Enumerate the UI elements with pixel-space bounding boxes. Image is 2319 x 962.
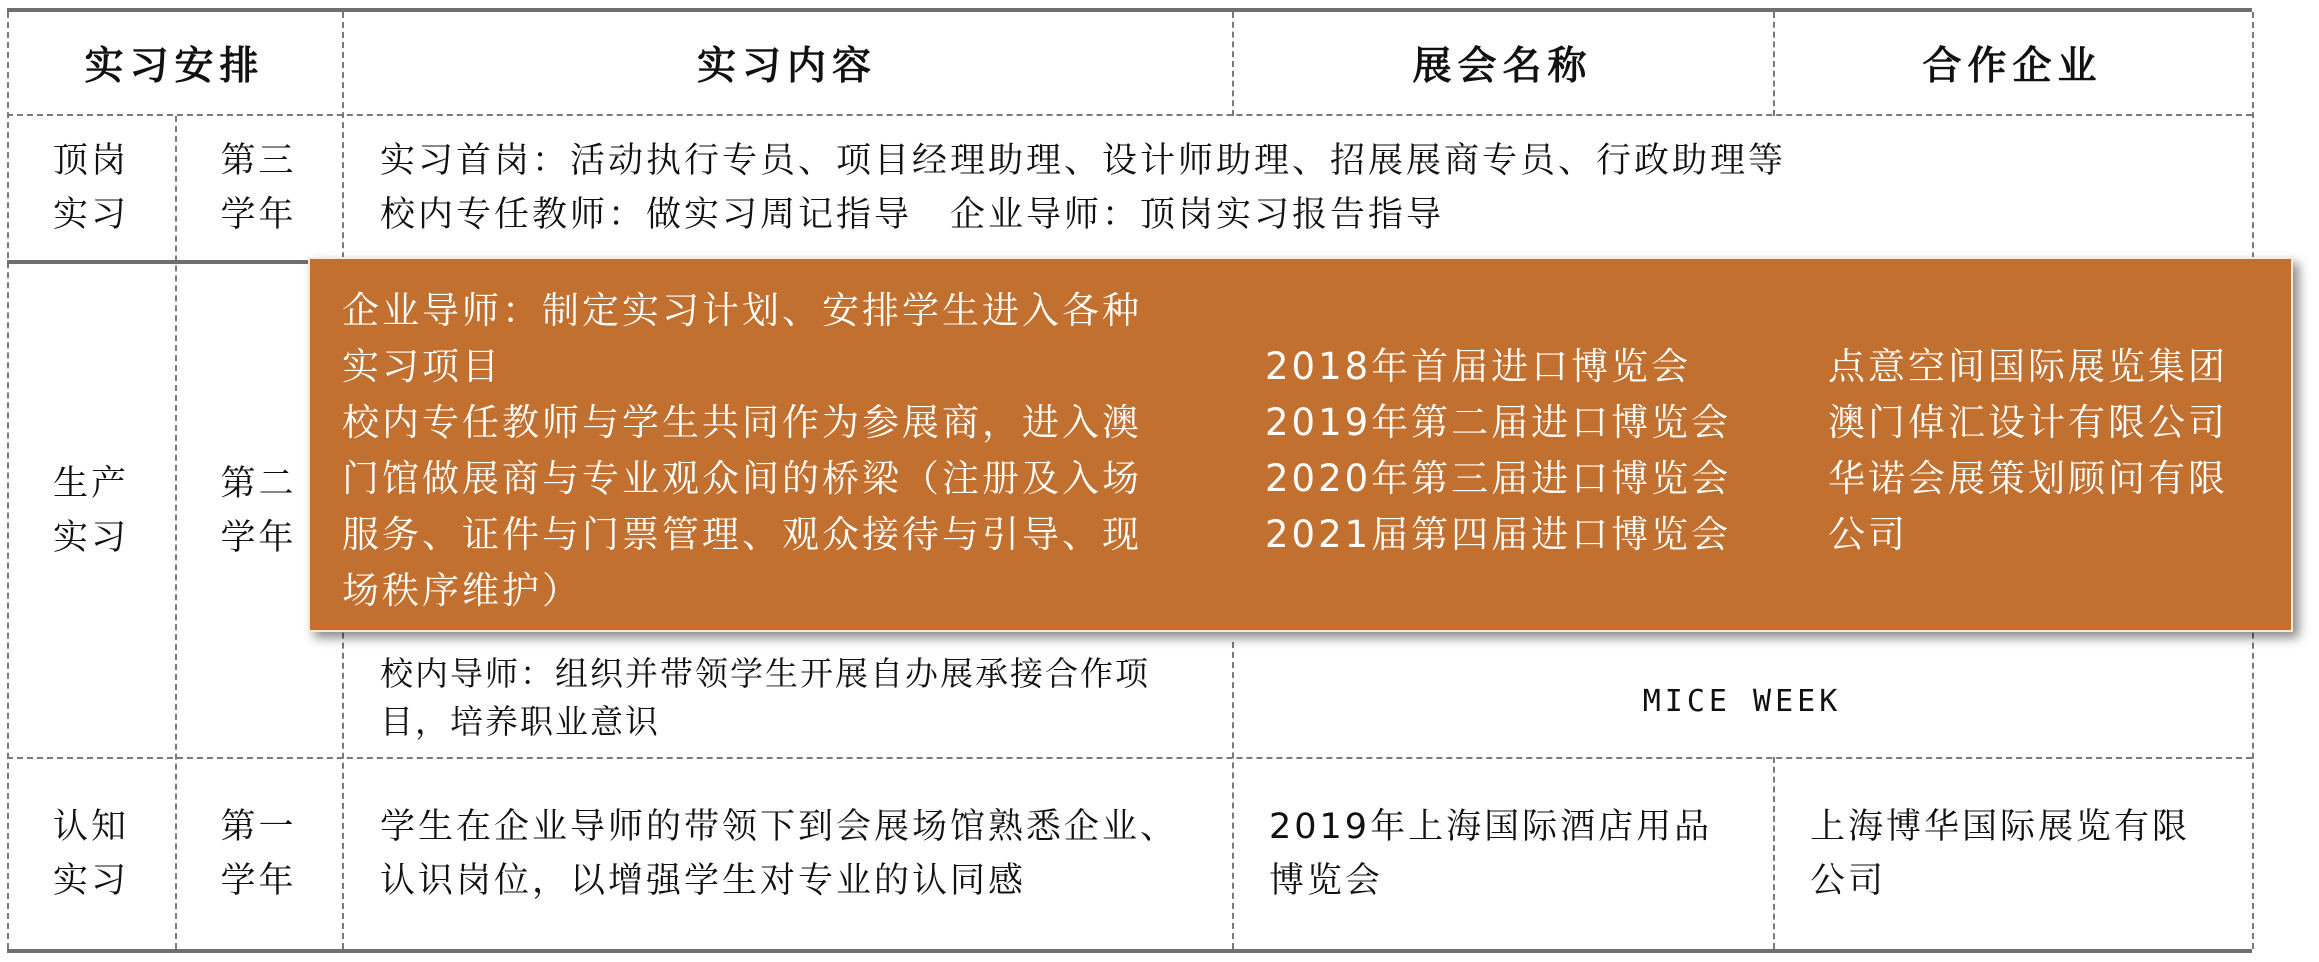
row-year-top-post: 第三 学年 <box>220 141 297 235</box>
row-partner-cognition: 上海博华国际展览有限 公司 <box>1810 807 2191 901</box>
row-content-production: 校内导师：组织并带领学生开展自办展承接合作项 目，培养职业意识 <box>380 654 1150 741</box>
row-type-production: 生产 实习 <box>52 463 129 558</box>
header-exhibition: 展会名称 <box>1412 44 1593 89</box>
header-arrangement: 实习安排 <box>84 44 265 89</box>
overlay-exhibitions: 2018年首届进口博览会 2019年第二届进口博览会 2020年第三届进口博览会 2021届第四届进口博览会 <box>1265 345 1732 556</box>
row-year-production: 第二 学年 <box>220 463 297 558</box>
highlight-overlay <box>308 257 2293 632</box>
overlay-content: 企业导师：制定实习计划、安排学生进入各种 实习项目 校内专任教师与学生共同作为参展商，进入澳 门馆做展商与专业观众间的桥梁（注册及入场 服务、证件与门票管理、观众接待与引导、现 场秩序维护） <box>342 289 1142 612</box>
row-exhibition-production: MICE WEEK <box>1642 684 1842 719</box>
row-year-cognition: 第一 学年 <box>220 807 297 901</box>
overlay-partners: 点意空间国际展览集团 澳门倬汇设计有限公司 华诺会展策划顾问有限 公司 <box>1828 345 2228 556</box>
row-type-top-post: 顶岗 实习 <box>52 141 129 235</box>
row-content-top-post: 实习首岗：活动执行专员、项目经理助理、设计师助理、招展展商专员、行政助理等 校内专任教师：做实习周记指导 企业导师：顶岗实习报告指导 <box>380 141 1787 235</box>
row-content-cognition: 学生在企业导师的带领下到会展场馆熟悉企业、 认识岗位，以增强学生对专业的认同感 <box>380 807 1179 901</box>
col-divider <box>1773 757 1775 949</box>
header-content: 实习内容 <box>696 44 877 89</box>
row-exhibition-cognition: 2019年上海国际酒店用品 博览会 <box>1269 807 1713 901</box>
row-type-cognition: 认知 实习 <box>52 807 129 901</box>
header-partner: 合作企业 <box>1922 44 2103 89</box>
